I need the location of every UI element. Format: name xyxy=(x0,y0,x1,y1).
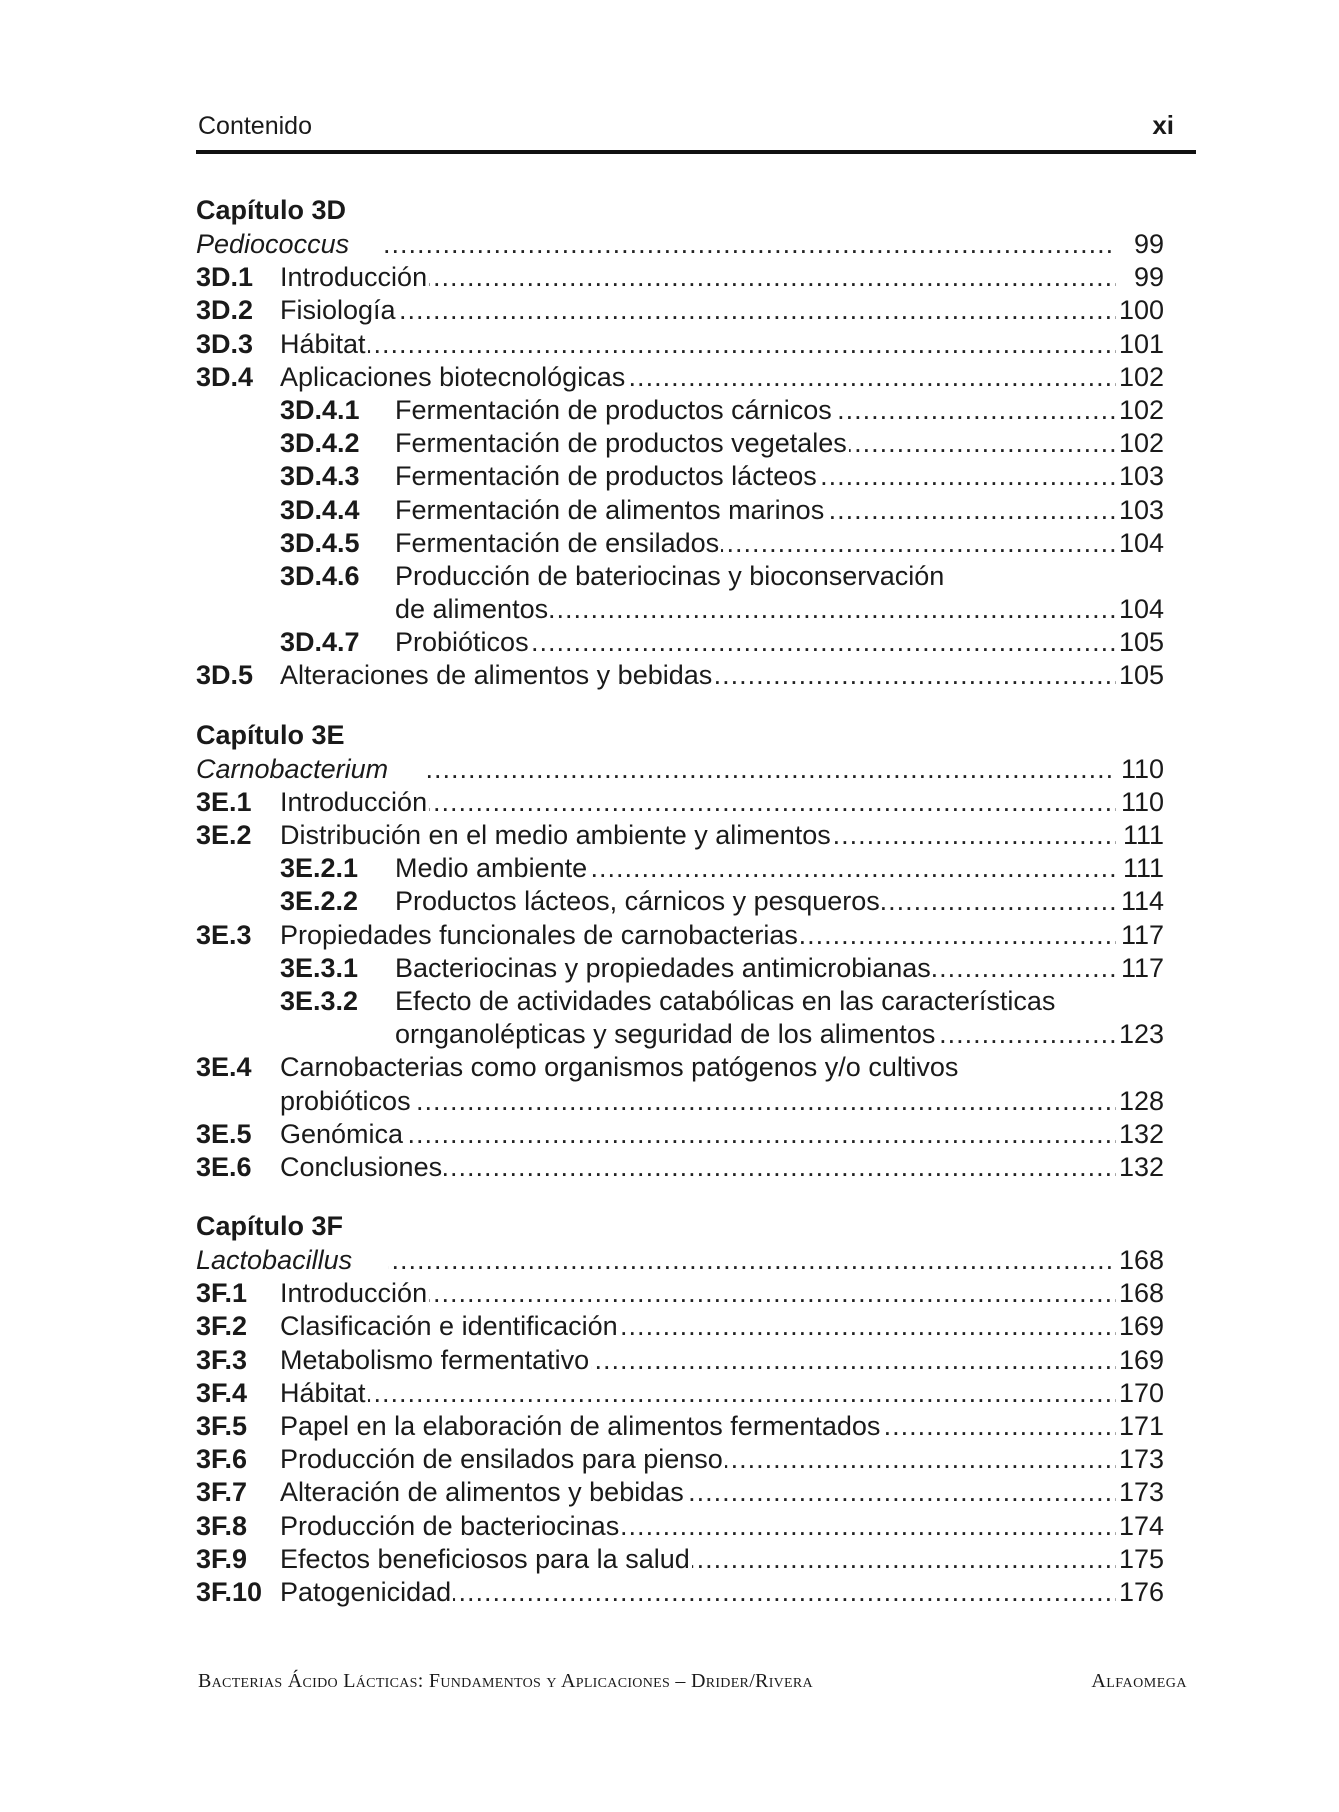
entry-number: 3D.4.1 xyxy=(280,394,360,425)
entry-text-wrap xyxy=(395,593,1116,626)
entry-page: 173 xyxy=(1117,1476,1164,1509)
toc-entry xyxy=(196,1344,1164,1377)
entry-text-wrap xyxy=(280,1443,1116,1476)
toc-entry xyxy=(196,394,1164,427)
entry-number: 3E.2.2 xyxy=(280,886,359,917)
chapter-title-entry xyxy=(196,1244,1164,1277)
entry-title: Introducción xyxy=(280,1278,428,1309)
entry-page: 175 xyxy=(1117,1543,1164,1576)
table-of-contents xyxy=(196,192,1164,1609)
entry-page: 111 xyxy=(1121,819,1164,852)
entry-text-wrap xyxy=(280,261,1116,294)
entry-text-wrap xyxy=(196,753,1116,786)
entry-text-wrap xyxy=(280,1410,1116,1443)
entry-number: 3D.4.2 xyxy=(280,428,360,459)
entry-page: 99 xyxy=(1132,228,1164,261)
entry-title: Alteración de alimentos y bebidas xyxy=(280,1477,684,1508)
entry-title: Propiedades funcionales de carnobacterias xyxy=(280,919,798,950)
entry-title: Producción de ensilados para pienso xyxy=(280,1444,723,1475)
toc-entry xyxy=(196,626,1164,659)
entry-page: 132 xyxy=(1117,1118,1164,1151)
entry-number: 3E.2.1 xyxy=(280,853,359,884)
entry-page: 117 xyxy=(1119,952,1164,985)
entry-number: 3F.6 xyxy=(196,1444,248,1475)
entry-page: 102 xyxy=(1117,427,1164,460)
toc-entry xyxy=(196,361,1164,394)
entry-number: 3D.4 xyxy=(196,361,254,392)
entry-text-wrap xyxy=(280,294,1116,327)
entry-number: 3E.6 xyxy=(196,1151,252,1182)
entry-page: 103 xyxy=(1117,460,1164,493)
running-header xyxy=(196,110,1196,154)
entry-number: 3D.4.4 xyxy=(280,494,360,525)
toc-entry xyxy=(196,1277,1164,1310)
entry-text-wrap xyxy=(395,885,1116,918)
toc-entry xyxy=(196,1410,1164,1443)
toc-entry xyxy=(196,1576,1164,1609)
entry-page: 171 xyxy=(1117,1410,1164,1443)
entry-text-wrap xyxy=(196,228,1116,261)
entry-title: Fermentación de alimentos marinos xyxy=(395,494,825,525)
toc-entry xyxy=(196,952,1164,985)
entry-text-wrap xyxy=(395,852,1116,885)
chapter-heading: Capítulo 3F xyxy=(196,1211,343,1242)
entry-number: 3F.1 xyxy=(196,1278,248,1309)
entry-page: 123 xyxy=(1117,1018,1164,1051)
entry-number: 3E.1 xyxy=(196,786,252,817)
entry-page: 114 xyxy=(1119,885,1164,918)
entry-page: 169 xyxy=(1117,1310,1164,1343)
toc-entry xyxy=(196,261,1164,294)
entry-title: probióticos xyxy=(280,1085,411,1116)
entry-page: 128 xyxy=(1117,1085,1164,1118)
toc-entry xyxy=(196,560,1164,593)
entry-text-wrap xyxy=(395,494,1116,527)
entry-title: Probióticos xyxy=(395,627,529,658)
entry-title: Hábitat xyxy=(280,328,366,359)
entry-title: Fisiología xyxy=(280,295,396,326)
toc-entry xyxy=(196,885,1164,918)
entry-title: Efectos beneficiosos para la salud xyxy=(280,1543,690,1574)
entry-title: Metabolismo fermentativo xyxy=(280,1344,590,1375)
entry-title: Introducción xyxy=(280,262,428,293)
toc-entry-continuation xyxy=(196,1018,1164,1051)
toc-entry xyxy=(196,1377,1164,1410)
entry-title: Bacteriocinas y propiedades antimicrobianas xyxy=(395,952,931,983)
chapter-title-entry xyxy=(196,228,1164,261)
entry-number: 3D.4.6 xyxy=(280,560,360,591)
footer-book-title: Bacterias Ácido Lácticas: Fundamentos y Aplicaciones – Drider/Rivera xyxy=(198,1670,813,1692)
entry-number: 3F.10 xyxy=(196,1576,263,1607)
entry-page: 102 xyxy=(1117,394,1164,427)
entry-text-wrap xyxy=(280,1377,1116,1410)
entry-title: de alimentos xyxy=(395,594,549,625)
entry-number: 3D.4.5 xyxy=(280,527,360,558)
entry-number: 3F.9 xyxy=(196,1543,248,1574)
toc-entry xyxy=(196,294,1164,327)
chapter-title-entry xyxy=(196,753,1164,786)
entry-text-wrap xyxy=(280,1085,1116,1118)
entry-number: 3F.3 xyxy=(196,1344,248,1375)
entry-page: 176 xyxy=(1117,1576,1164,1609)
toc-entry-continuation xyxy=(196,1085,1164,1118)
entry-title: Fermentación de productos cárnicos xyxy=(395,394,832,425)
entry-title: Conclusiones xyxy=(280,1151,443,1182)
entry-text-wrap xyxy=(280,819,1116,852)
toc-entry xyxy=(196,1543,1164,1576)
entry-title: ornganolépticas y seguridad de los alimentos xyxy=(395,1019,936,1050)
entry-page: 173 xyxy=(1117,1443,1164,1476)
entry-title: Medio ambiente xyxy=(395,853,588,884)
entry-title: Aplicaciones biotecnológicas xyxy=(280,361,626,392)
entry-title: Pediococcus xyxy=(196,229,385,259)
entry-title: Genómica xyxy=(280,1118,404,1149)
entry-title: Lactobacillus xyxy=(196,1245,388,1275)
entry-text-wrap xyxy=(280,1543,1116,1576)
entry-text-wrap xyxy=(280,1344,1116,1377)
header-title: Contenido xyxy=(198,112,312,140)
entry-number: 3E.3 xyxy=(196,919,252,950)
chapter-heading: Capítulo 3D xyxy=(196,195,347,225)
entry-text-wrap xyxy=(395,527,1116,560)
entry-text-wrap xyxy=(280,1118,1116,1151)
entry-page: 100 xyxy=(1117,294,1164,327)
entry-page: 101 xyxy=(1117,328,1164,361)
entry-title: Productos lácteos, cárnicos y pesqueros xyxy=(395,886,880,917)
entry-page: 99 xyxy=(1132,261,1164,294)
entry-title: Fermentación de productos lácteos xyxy=(395,461,817,492)
toc-entry xyxy=(196,1510,1164,1543)
entry-title: Producción de bateriocinas y bioconservación xyxy=(395,560,945,591)
entry-text-wrap xyxy=(395,394,1116,427)
entry-title: Introducción xyxy=(280,786,428,817)
entry-page: 102 xyxy=(1117,361,1164,394)
toc-entry xyxy=(196,919,1164,952)
entry-number: 3F.2 xyxy=(196,1311,248,1342)
entry-title: Carnobacterium xyxy=(196,754,424,784)
toc-entry xyxy=(196,1310,1164,1343)
entry-number: 3F.4 xyxy=(196,1377,248,1408)
entry-page: 103 xyxy=(1117,494,1164,527)
entry-title: Alteraciones de alimentos y bebidas xyxy=(280,660,713,691)
entry-page: 169 xyxy=(1117,1344,1164,1377)
entry-page: 174 xyxy=(1117,1510,1164,1543)
chapter-heading: Capítulo 3E xyxy=(196,719,345,750)
toc-entry xyxy=(196,852,1164,885)
entry-page: 170 xyxy=(1117,1377,1164,1410)
entry-text-wrap xyxy=(395,1018,1116,1051)
toc-entry xyxy=(196,786,1164,819)
entry-page: 105 xyxy=(1117,659,1164,692)
toc-entry xyxy=(196,328,1164,361)
entry-page: 104 xyxy=(1117,527,1164,560)
entry-number: 3E.5 xyxy=(196,1118,252,1149)
entry-text-wrap xyxy=(280,919,1116,952)
entry-number: 3D.2 xyxy=(196,295,254,326)
entry-text-wrap xyxy=(395,626,1116,659)
toc-entry xyxy=(196,1051,1164,1084)
header-page-number: xi xyxy=(1152,110,1174,140)
entry-title: Fermentación de productos vegetales xyxy=(395,428,847,459)
entry-page: 104 xyxy=(1117,593,1164,626)
entry-text-wrap xyxy=(395,427,1116,460)
entry-number: 3E.2 xyxy=(196,820,252,850)
entry-title: Patogenicidad xyxy=(280,1576,452,1607)
toc-entry xyxy=(196,494,1164,527)
footer-publisher: Alfaomega xyxy=(1091,1670,1187,1692)
toc-entry xyxy=(196,985,1164,1018)
entry-page: 105 xyxy=(1117,626,1164,659)
entry-title: Papel en la elaboración de alimentos fermentados xyxy=(280,1411,881,1441)
entry-title: Fermentación de ensilados xyxy=(395,527,720,558)
entry-text-wrap xyxy=(395,952,1116,985)
entry-text-wrap xyxy=(280,1476,1116,1509)
entry-number: 3F.8 xyxy=(196,1510,248,1541)
toc-entry xyxy=(196,819,1164,852)
toc-entry xyxy=(196,527,1164,560)
toc-entry xyxy=(196,460,1164,493)
entry-text-wrap xyxy=(395,460,1116,493)
toc-entry-continuation xyxy=(196,593,1164,626)
entry-text-wrap xyxy=(280,328,1116,361)
entry-title: Producción de bacteriocinas xyxy=(280,1510,620,1541)
toc-entry xyxy=(196,659,1164,692)
entry-text-wrap xyxy=(280,1510,1116,1543)
entry-number: 3D.4.3 xyxy=(280,461,360,492)
entry-title: Hábitat xyxy=(280,1377,366,1408)
entry-title: Carnobacterias como organismos patógenos y/o cultivos xyxy=(280,1052,959,1083)
entry-title: Clasificación e identificación xyxy=(280,1311,618,1342)
toc-entry xyxy=(196,1476,1164,1509)
entry-page: 110 xyxy=(1119,753,1164,786)
entry-number: 3E.3.1 xyxy=(280,952,359,983)
entry-page: 117 xyxy=(1119,919,1164,952)
entry-title: Efecto de actividades catabólicas en las características xyxy=(395,985,1056,1016)
toc-entry xyxy=(196,1151,1164,1184)
entry-text-wrap xyxy=(280,1277,1116,1310)
entry-text-wrap xyxy=(280,1310,1116,1343)
entry-text-wrap xyxy=(280,1576,1116,1609)
toc-entry xyxy=(196,427,1164,460)
entry-text-wrap xyxy=(196,1244,1116,1277)
toc-entry xyxy=(196,1443,1164,1476)
entry-page: 132 xyxy=(1117,1151,1164,1184)
entry-number: 3F.7 xyxy=(196,1477,248,1508)
toc-entry xyxy=(196,1118,1164,1151)
entry-page: 110 xyxy=(1119,786,1164,819)
entry-text-wrap xyxy=(280,361,1116,394)
entry-number: 3F.5 xyxy=(196,1411,248,1441)
entry-number: 3E.3.2 xyxy=(280,985,359,1016)
entry-text-wrap xyxy=(280,786,1116,819)
entry-title: Distribución en el medio ambiente y alimentos xyxy=(280,820,831,850)
entry-number: 3D.5 xyxy=(196,660,254,691)
entry-page: 111 xyxy=(1121,852,1164,885)
entry-page: 168 xyxy=(1117,1277,1164,1310)
entry-number: 3D.1 xyxy=(196,262,254,293)
entry-text-wrap xyxy=(280,1151,1116,1184)
entry-number: 3D.3 xyxy=(196,328,254,359)
entry-number: 3D.4.7 xyxy=(280,627,360,658)
entry-text-wrap xyxy=(280,659,1116,692)
entry-number: 3E.4 xyxy=(196,1052,252,1083)
entry-page: 168 xyxy=(1117,1244,1164,1277)
